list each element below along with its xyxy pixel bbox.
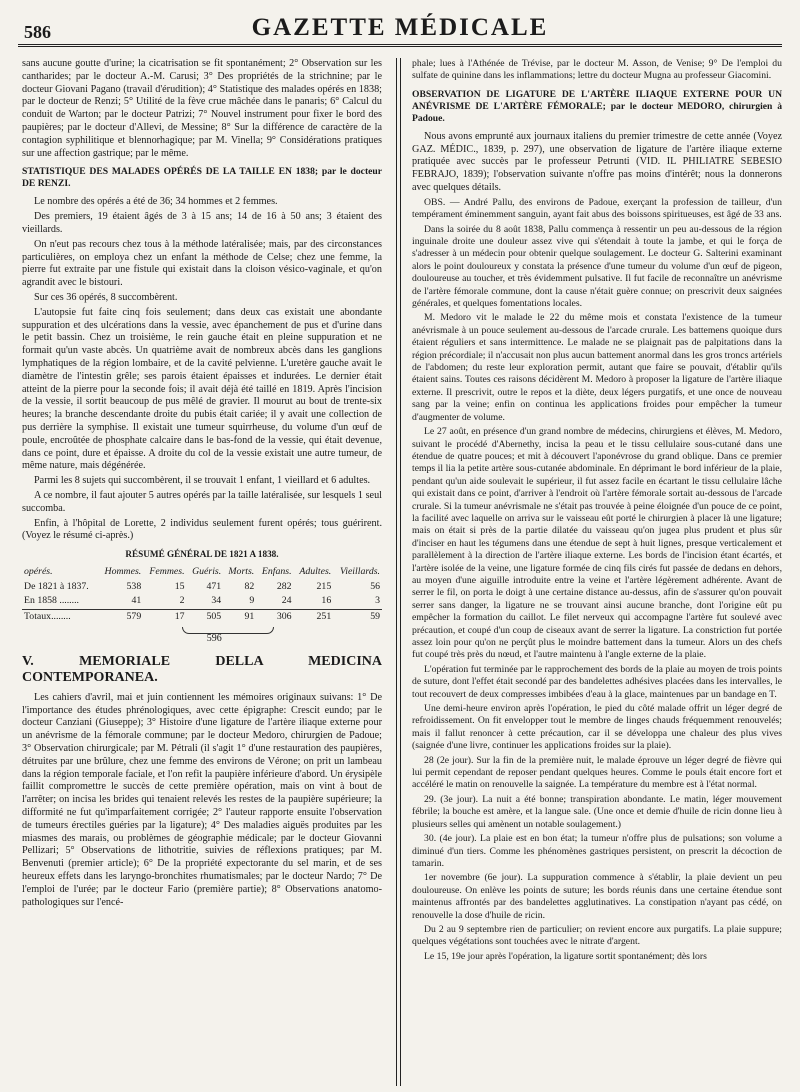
- summary-table: [22, 565, 382, 625]
- right-column: [412, 58, 782, 1086]
- paragraph: Des premiers, 19 étaient âgés de 3 à 15 ans; 14 de 16 à 50 ans; 3 étaient des vieillards.: [22, 211, 382, 235]
- table-title: RÉSUMÉ GÉNÉRAL DE 1821 A 1838.: [125, 549, 279, 560]
- paragraph: 29. (3e jour). La nuit a été bonne; transpiration abondante. Le matin, léger mouvement fébrile; la bouche est amère, et la langue sale. (Une once et demie d'huile de ricin donne lieu à plusieurs selles qui amènent un notable soulagement.): [412, 793, 782, 830]
- left-column: [22, 58, 382, 1086]
- table-cell: 215: [316, 580, 332, 592]
- paragraph: phale; lues à l'Athénée de Trévise, par le docteur M. Asson, de Venise; 9° De l'emploi du sulfate de quinine dans les inflammations; lettre du docteur Mugna au professeur Giacomini.: [412, 58, 782, 82]
- table-row: [22, 594, 382, 609]
- journal-title: GAZETTE MÉDICALE: [251, 14, 549, 41]
- table-cell: 34: [211, 595, 222, 607]
- page-number: 586: [24, 22, 51, 42]
- table-cell: 41: [131, 595, 142, 607]
- paragraph: 30. (4e jour). La plaie est en bon état; la tumeur n'offre plus de pulsations; son volume a diminué d'un tiers. Comme les phénomènes gastriques persistent, on prescrit la décoction de tamarin.: [412, 833, 782, 869]
- table-cell: 15: [174, 580, 185, 592]
- table-total-row: [22, 610, 382, 625]
- table-cell: De 1821 à 1837.: [24, 580, 89, 592]
- paragraph: M. Medoro vit le malade le 22 du même mois et constata l'existence de la tumeur anévrismale à un pouce seulement au-dessous de l'arcade crurale. Les battemens quoique durs étaient réguliers et sans intermittence. Le malade ne se plaignait pas de palpitations dans la région précordiale; il n'accusait non plus aucun battement anormal dans les gros troncs artériels de l'abdomen; du reste leur exploration permit, autant que faire se pouvait, d'établir qu'ils étaient sains. Toutes ces raisons décidèrent M. Medoro à proposer la ligature de l'artère iliaque externe. Il prescrivit, outre le repos et la diète, deux légers purgatifs, et une once de nouveau sang par la veine; enfin on continua les applications froides pour empêcher la tumeur d'augmenter de volume.: [412, 312, 782, 423]
- table-header-cell: Guéris.: [192, 565, 222, 577]
- table-cell: 282: [276, 580, 292, 592]
- table-cell: 251: [294, 610, 334, 625]
- table-cell: 471: [206, 580, 222, 592]
- table-cell: 538: [126, 580, 142, 592]
- table-header-cell: Vieillards.: [339, 565, 380, 577]
- paragraph: Une demi-heure environ après l'opération, le pied du côté malade offrit un léger degré de refroidissement. On fit envelopper tout le membre de linges chauds fréquemment renouvelés; mais il fallut renoncer à cette précaution, car il se développa une chaleur des plus vives (saignée d'une livre, continuer les applications froides sur la plaie).: [412, 703, 782, 752]
- paragraph: A ce nombre, il faut ajouter 5 autres opérés par la taille latéralisée, sur lesquels 1 seul succomba.: [22, 489, 382, 514]
- section-heading-memoriale: V. MEMORIALE DELLA MEDICINA CONTEMPORANEA.: [22, 653, 382, 685]
- paragraph: Enfin, à l'hôpital de Lorette, 2 individus seulement furent opérés; tous guérirent. (Voyez le résumé ci-après.): [22, 517, 382, 542]
- paragraph: OBS. — André Pallu, des environs de Padoue, exerçant la profession de tailleur, d'un tempérament éminemment sanguin, ayant fait abus des boissons spiritueuses, est âgé de 33 ans.: [412, 196, 782, 221]
- section-heading-statistique: STATISTIQUE DES MALADES OPÉRÉS DE LA TAILLE EN 1838; par le docteur DE RENZI.: [22, 166, 382, 190]
- table-header-cell: Adultes.: [299, 565, 332, 577]
- paragraph: L'autopsie fut faite cinq fois seulement; dans deux cas existait une abondante suppuration et des ulcérations dans la vessie, avec épanchement de pus et d'urine dans le petit bassin. Chez un troisième, le rein gauche était en pleine suppuration et ne formait qu'un vaste abcès. Un quatrième avait de nombreux abcès dans les ganglions lymphatiques de la région lombaire, et de la cavité pelvienne. L'uretère gauche avait le diamètre de l'intestin grêle; ses parois étaient épaisses et indurées. Le dernier était atteint de la pierre pour la seconde fois; il avait déjà été taillé en 1819. Après l'incision de la vessie, il sortit beaucoup de pus mêlé de gravier. Il mourut au bout de trente-six heures; la branche descendante droite du pubis était cariée; il y avait une collection de pus derrière la symphise. Il existait une tumeur squirrheuse, du volume d'un œuf de poule, encroûtée de phosphate calcaire dans le bas-fond de la vessie, qui était devenue, dans ce point, dure et épaisse. A droite du col de la vessie existait une autre tumeur, de même nature, mais dégénérée.: [22, 306, 382, 472]
- table-cell: 91: [223, 610, 256, 625]
- sum-value: 596: [206, 633, 222, 645]
- table-header-cell: Hommes.: [104, 565, 142, 577]
- page-header: [18, 10, 782, 47]
- table-header-cell: opérés.: [24, 565, 53, 577]
- paragraph: 1er novembre (6e jour). La suppuration commence à s'établir, la plaie devient un peu douloureuse. On enlève les points de suture; les bords réunis dans une certaine étendue sont maintenus affrontés par des bandelettes agglutinatives. La constipation n'ayant pas cédé, on renouvelle la dose d'huile de ricin.: [412, 872, 782, 921]
- paragraph: Sur ces 36 opérés, 8 succombèrent.: [34, 291, 178, 303]
- table-sum: [22, 627, 382, 646]
- table-header-row: [22, 565, 382, 580]
- paragraph: Le 27 août, en présence d'un grand nombre de médecins, chirurgiens et élèves, M. Medoro, suivant le procédé d'Abernethy, incisa la peau et le tissu cellulaire sous-cutané dans une étendue de quatre pouces; et mit à découvert l'aponévrose du grand oblique. Dans ce premier temps il lia la petite artère sous-cutanée abdominale. En déprimant le bord inférieur de la plaie, pendant qu'un aide soulevait le supérieur, il fut assez facile en écartant le tissu cellulaire lâche qui existait dans ce point, d'arriver à l'endroit où l'artère fémorale sortait au-dessous de l'arcade crurale. Si la tumeur anévrismale ne s'était pas trouvée à peine éloignée d'un pouce de ce point, la facilité avec laquelle on arriva sur le vaisseau eût porté le chirurgien à placer là une ligature; mais on était si près de la partie dilatée du vaisseau qu'on jugea plus prudent et plus sûr d'inciser en haut les tégumens dans une étendue de sept à huit lignes, presque verticalement et parallèlement à la direction de l'artère iliaque externe. Les bords de l'incision étant écartés, et l'artère isolée de la veine, une ligature formée de cinq fils cirés fut passée de dedans en dehors, au moyen d'une aiguille introduite entre la veine et l'artère légèrement adhérente. Avant de serrer le fil, on porta le doigt à une certaine distance au-dessus, afin de s'assurer qu'on pouvait serrer sans danger, la ligature ne se trouvant ainsi aucune branche, dont l'origine eût pu empêcher la formation du caillot. Le filet nerveux qui accompagne l'artère fut soulevé avec précaution, et coupé d'un coup de ciseaux avant de serrer la ligature. La constriction fut portée assez loin pour qu'on ne perçût plus le moindre battement dans la tumeur. Alors un des chefs fut coupé très près du nœud, et l'autre maintenu à l'angle externe de la plaie.: [412, 426, 782, 661]
- table-cell: 24: [281, 595, 292, 607]
- table-header-cell: Enfans.: [261, 565, 292, 577]
- table-cell: 2: [179, 595, 185, 607]
- column-divider: [396, 58, 401, 1086]
- section-heading-observation: OBSERVATION DE LIGATURE DE L'ARTÈRE ILIAQUE EXTERNE POUR UN ANÉVRISME DE L'ARTÈRE FÉMORALE; par le docteur MEDORO, chirurgien à Padoue.: [412, 88, 782, 124]
- paragraph: 28 (2e jour). Sur la fin de la première nuit, le malade éprouve un léger degré de fièvre qui lui permit cependant de reposer pendant quelques heures. Comme le pouls était encore fort et accéléré le matin on renouvelle la saignée. La température du membre est à l'état normal.: [412, 754, 782, 791]
- table-cell: 17: [143, 610, 186, 625]
- table-cell: 9: [249, 595, 255, 607]
- paragraph: Parmi les 8 sujets qui succombèrent, il se trouvait 1 enfant, 1 vieillard et 6 adultes.: [34, 475, 371, 487]
- paragraph: Le nombre des opérés a été de 36; 34 hommes et 2 femmes.: [34, 196, 278, 208]
- paragraph: L'opération fut terminée par le rapprochement des bords de la plaie au moyen de trois points de suture, dont l'effet était secondé par des bandelettes adhésives placées dans les intervalles, le tout recouvert de deux compresses imbibées d'eau à la glace, maintenues par un bandage en T.: [412, 663, 782, 700]
- table-header-cell: Morts.: [228, 565, 255, 577]
- table-cell: 56: [370, 580, 380, 592]
- table-cell: 82: [244, 580, 255, 592]
- brace-divider: [182, 627, 274, 634]
- paragraph: On n'eut pas recours chez tous à la méthode latéralisée; mais, par des circonstances particulières, on employa chez un enfant la méthode de Celse; chez une femme, la pierre fut extraite par une fistule qui existait dans la cloison vésico-vaginale, et qu'on agrandit avec le bistouri.: [22, 238, 382, 289]
- table-header-cell: Femmes.: [149, 565, 185, 577]
- table-cell: Totaux........: [22, 610, 98, 625]
- paragraph: Le 15, 19e jour après l'opération, la ligature sortit spontanément; dès lors: [424, 950, 707, 962]
- table-cell: 306: [256, 610, 293, 625]
- table-cell: 16: [321, 595, 332, 607]
- paragraph: Dans la soirée du 8 août 1838, Pallu commença à ressentir un peu au-dessous de la région inguinale droite une douleur assez vive qui s'étendait à toute la jambe, et qui le força de s'adresser à un médecin pour obtenir quelque soulagement. Le docteur G. Salterini examinant alors le point douloureux y constata la présence d'une tumeur du volume d'un œuf de pigeon, douloureuse au toucher, et très évidemment pulsative. Il fut facile de reconnaître un anévrisme de l'artère fémorale commune, dont la cause n'était guère connue; on prescrivit deux saignées générales, et quelques fomentations locales.: [412, 223, 782, 310]
- table-cell: En 1858 ........: [24, 595, 79, 607]
- paragraph: Nous avons emprunté aux journaux italiens du premier trimestre de cette année (Voyez GAZ. MÉDIC., 1839, p. 297), une observation de ligature de l'artère iliaque externe pratiquée avec succès par le professeur Petrunti (VID. IL PHILIATRE SEBESIO FEBRAJO, 1839); l'observation suivante n'offre pas moins d'intérêt; nous la donnerons avec quelques détails.: [412, 130, 782, 193]
- paragraph: Les cahiers d'avril, mai et juin contiennent les mémoires originaux suivans: 1° De l'importance des études phrénologiques, avec cette épigraphe: Crescit eundo; par le docteur Canziani (Giuseppe); 3° Histoire d'une ligature de l'artère iliaque externe pour un anévrisme de la fémorale commune; par le docteur Medoro, chirurgien de Padoue; 3° Observation chirurgicale; par M. Pétrali (il s'agit 1° d'une restauration des paupières, détruites par une brûlure, chez une femme des environs de Vérone; on prit un lambeau dans la région temporale faciale, et l'on refit la paupière inférieure d'abord. Un érysipèle faillit compromettre le succès de cette première opération, mais on vint à bout de l'arrêter; on incisa les brides qui tenaient relevés les restes de la paupière supérieure; la difformité ne fut qu'imparfaitement corrigée; 2° l'auteur rapporte ensuite l'observation de tumeurs érectiles guéries par la ligature); 4° Des maladies aiguës produites par les miasmes des marais, ou problèmes de géographie médicale; par le docteur Giovanni Pellizari; 5° Observations de lithotritie, suivies de réflexions pratiques; par M. Benvenuti (premier article); 6° De la propriété expectorante du sel marin, et de ses heureux effets dans les laryngo-bronchites rhumatismales; par le docteur Nardo; 7° De l'emploi de l'urée; par le docteur Fario (première partie); 8° Observations anatomo-pathologiques sur l'encé-: [22, 691, 382, 908]
- table-cell: 579: [98, 610, 143, 625]
- table-cell: 3: [375, 595, 380, 607]
- paragraph: sans aucune goutte d'urine; la cicatrisation se fit spontanément; 2° Observation sur les cantharides; par le docteur A.-M. Carusi; 3° Des propriétés de la strichnine; par le docteur Giovani Pagano (travail d'érudition); 4° Statistique des malades opérés en 1838; par le docteur de Renzi; 5° Utilité de la fève crue mâchée dans le panaris; 6° Calcul du conduit de Warton; par le docteur Patrizi; 7° Nouvel instrument pour fixer le bord des paupières; par le docteur d'Allevi, de Messine; 8° Sur la différence de caractère de la contagion syphilitique et blennorhagique; par M. Vinella; 9° Considérations pratiques sur une affection gastrique; par le même.: [22, 58, 382, 159]
- paragraph: Du 2 au 9 septembre rien de particulier; on revient encore aux purgatifs. La plaie suppure; quelques végétations sont touchées avec le nitrate d'argent.: [412, 923, 782, 948]
- table-cell: 505: [187, 610, 224, 625]
- table-cell: 59: [333, 610, 382, 625]
- table-row: [22, 580, 382, 595]
